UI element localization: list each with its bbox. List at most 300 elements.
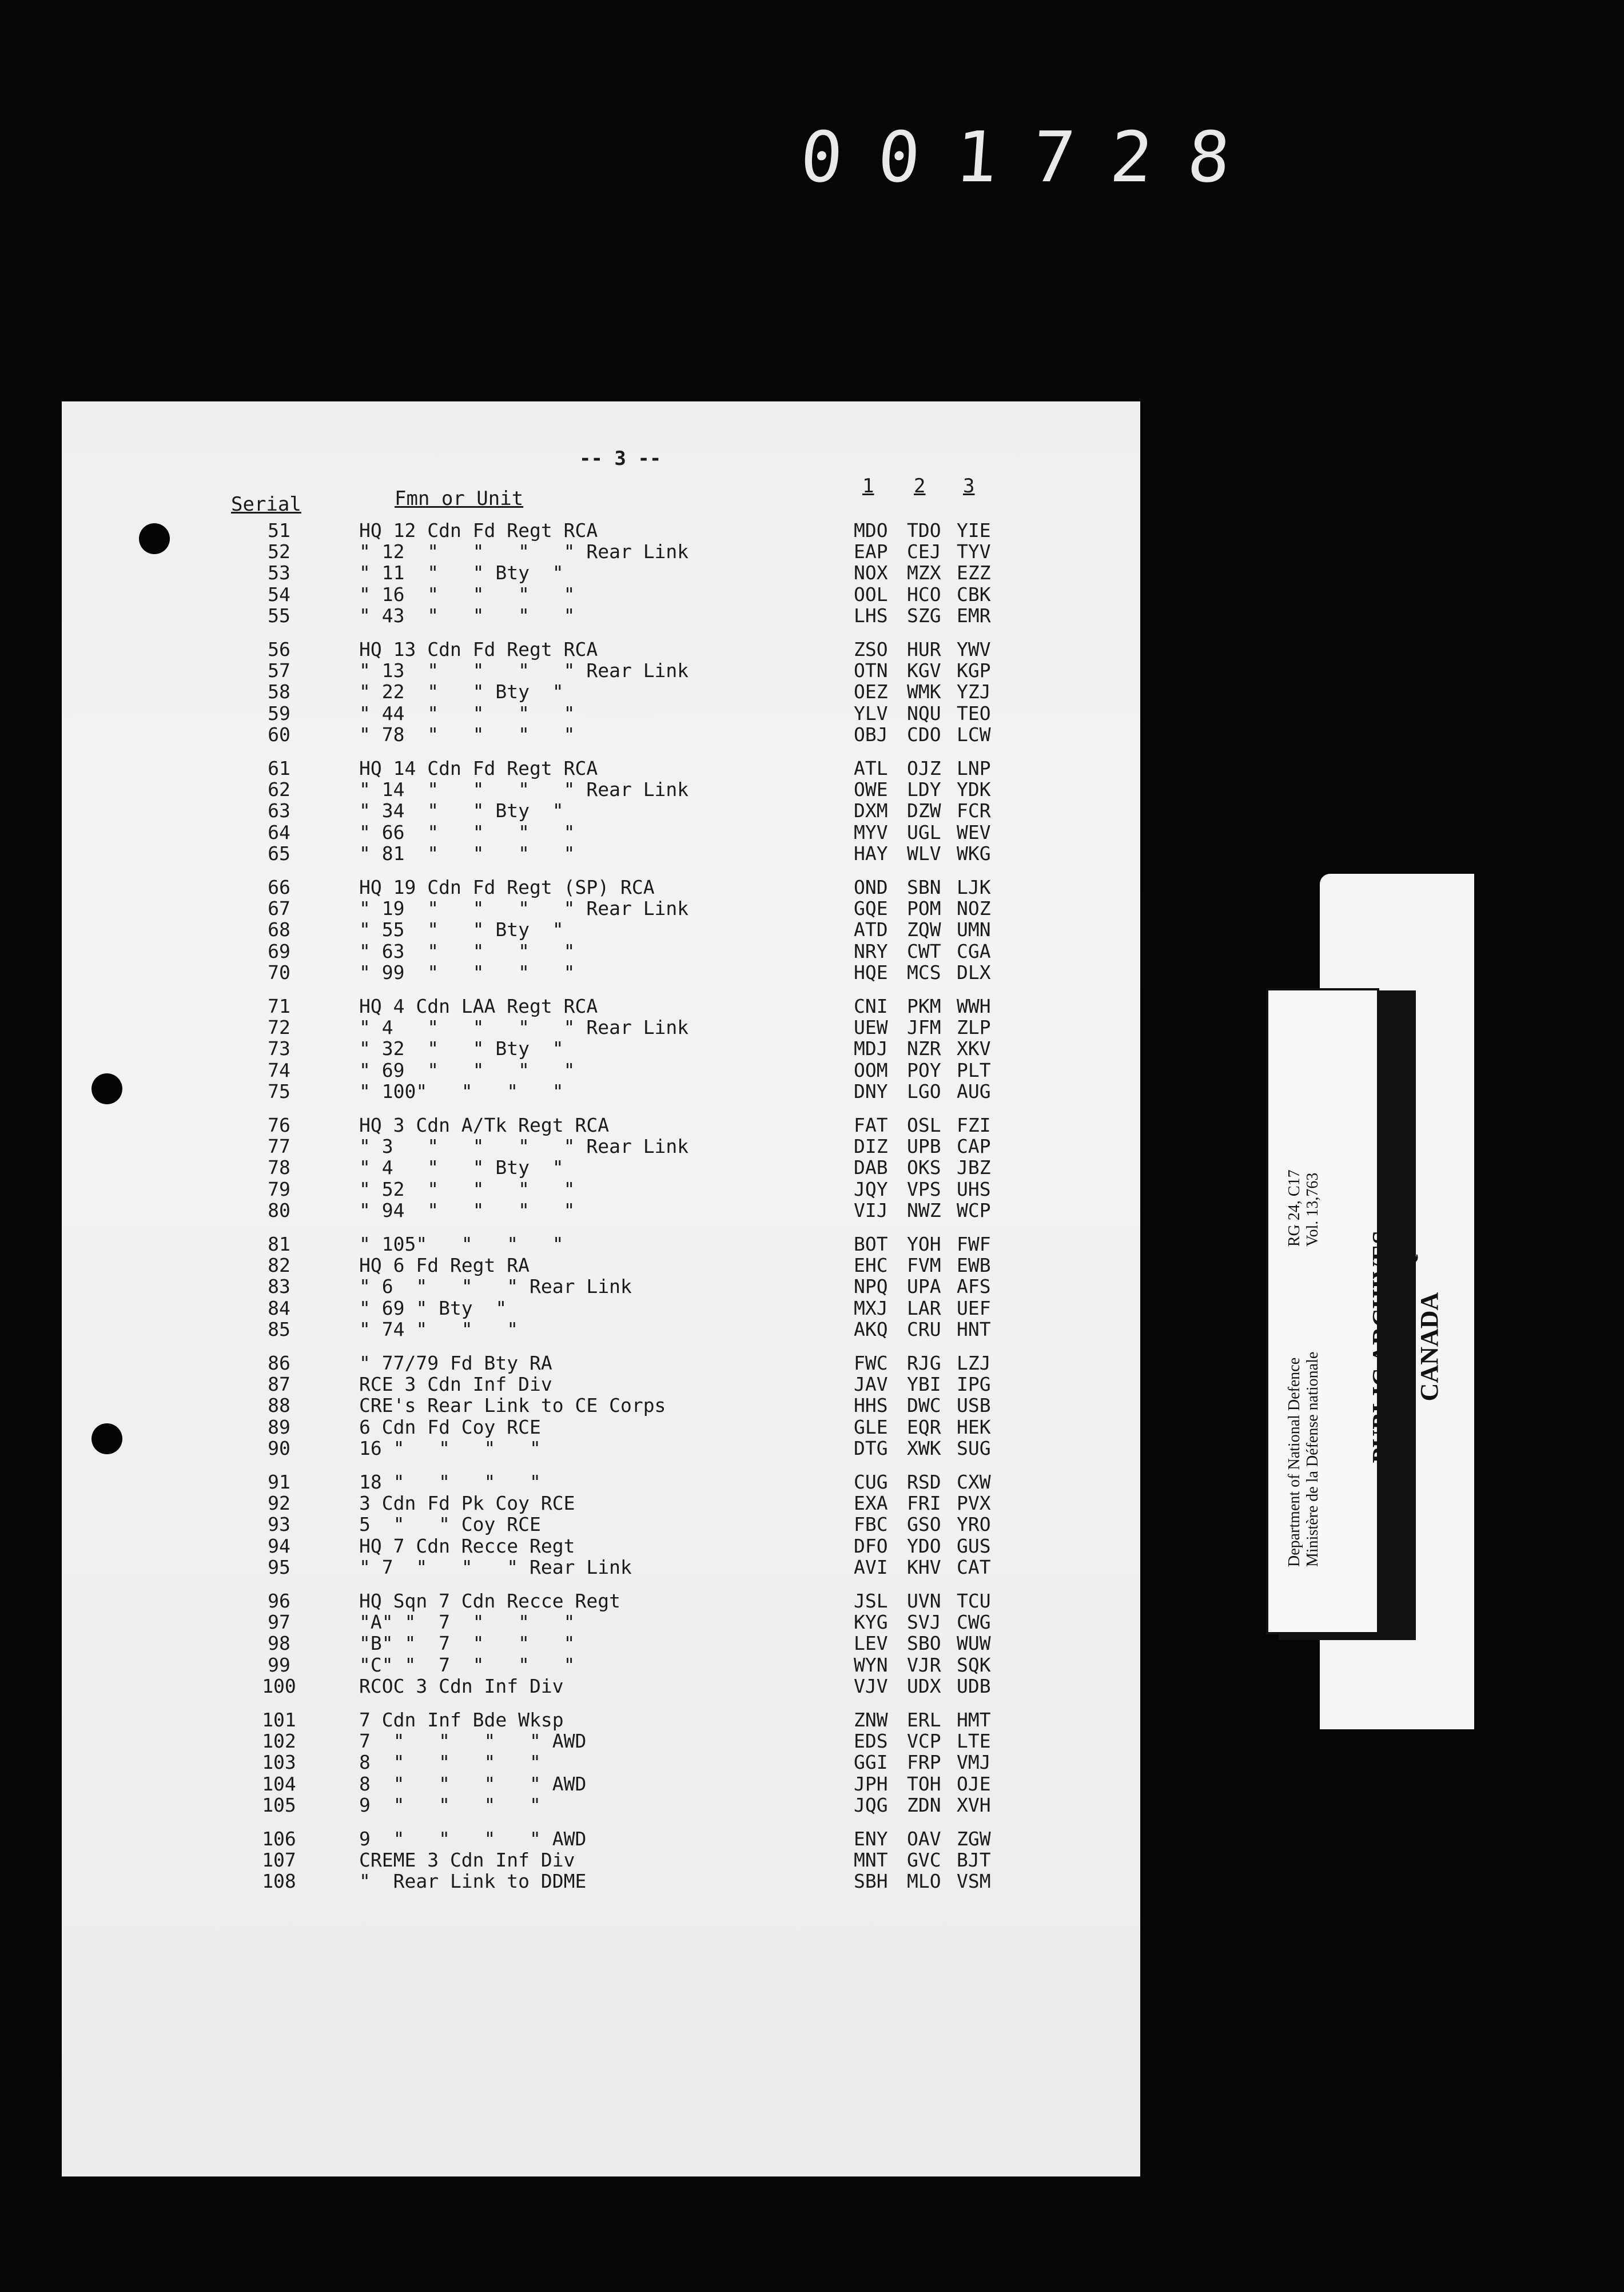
call-sign-1: MXJ	[854, 1296, 888, 1319]
call-sign-2: WMK	[907, 681, 941, 703]
serial-cell: 86	[268, 1352, 290, 1374]
unit-cell: " 34 " " Bty "	[359, 799, 564, 822]
serial-cell: 91	[268, 1471, 290, 1493]
call-sign-3: USB	[957, 1394, 991, 1417]
call-sign-2: NQU	[907, 702, 941, 725]
unit-cell: " 43 " " " "	[359, 604, 575, 627]
unit-cell: " 11 " " Bty "	[359, 562, 564, 584]
call-sign-1: BOT	[854, 1233, 888, 1255]
call-sign-1: CNI	[854, 995, 888, 1017]
unit-cell: " 52 " " " "	[359, 1177, 575, 1200]
call-sign-2: UDX	[907, 1674, 941, 1697]
table-row	[62, 1655, 1140, 1676]
serial-cell: 72	[268, 1016, 290, 1039]
table-row	[62, 1276, 1140, 1297]
call-sign-3: CAP	[957, 1135, 991, 1158]
call-sign-1: HAY	[854, 842, 888, 865]
unit-cell: 9 " " " " AWD	[359, 1828, 587, 1850]
unit-cell: 18 " " " "	[359, 1471, 541, 1493]
serial-cell: 101	[262, 1709, 296, 1731]
unit-cell: " 4 " " Bty "	[359, 1156, 564, 1179]
unit-cell: HQ 4 Cdn LAA Regt RCA	[359, 995, 598, 1017]
serial-cell: 103	[262, 1751, 296, 1774]
call-sign-2: UVN	[907, 1590, 941, 1612]
call-sign-2: EQR	[907, 1415, 941, 1438]
call-sign-1: UEW	[854, 1016, 888, 1039]
call-sign-1: MNT	[854, 1849, 888, 1872]
serial-cell: 76	[268, 1114, 290, 1136]
call-sign-2: OAV	[907, 1828, 941, 1850]
call-sign-1: OND	[854, 876, 888, 898]
table-row	[62, 1298, 1140, 1319]
call-sign-2: TDO	[907, 519, 941, 542]
call-sign-1: OOL	[854, 583, 888, 606]
document-sheet	[62, 401, 1140, 2176]
call-sign-3: IPG	[957, 1373, 991, 1396]
call-sign-2: ERL	[907, 1709, 941, 1731]
serial-cell: 94	[268, 1534, 290, 1557]
call-sign-2: CRU	[907, 1318, 941, 1340]
call-sign-3: LZJ	[957, 1352, 991, 1374]
table-row	[62, 563, 1140, 583]
call-sign-2: GSO	[907, 1513, 941, 1536]
call-sign-1: JAV	[854, 1373, 888, 1396]
table-row	[62, 606, 1140, 626]
serial-cell: 56	[268, 638, 290, 660]
unit-cell: " 78 " " " "	[359, 723, 575, 746]
call-sign-3: TEO	[957, 702, 991, 725]
serial-cell: 60	[268, 723, 290, 746]
call-sign-1: MDO	[854, 519, 888, 542]
call-sign-2: DWC	[907, 1394, 941, 1417]
call-sign-2: VCP	[907, 1730, 941, 1753]
table-row	[62, 639, 1140, 660]
unit-cell: " 94 " " " "	[359, 1199, 575, 1221]
call-sign-3: FCR	[957, 799, 991, 822]
call-sign-3: GUS	[957, 1534, 991, 1557]
unit-cell: HQ 6 Fd Regt RA	[359, 1254, 530, 1277]
table-row	[62, 877, 1140, 898]
serial-cell: 98	[268, 1632, 290, 1655]
table-row	[62, 920, 1140, 940]
call-sign-2: LGO	[907, 1080, 941, 1103]
table-row	[62, 1514, 1140, 1535]
unit-cell: CREME 3 Cdn Inf Div	[359, 1849, 575, 1872]
serial-cell: 95	[268, 1555, 290, 1578]
call-sign-3: YDK	[957, 778, 991, 801]
call-sign-3: LCW	[957, 723, 991, 746]
call-sign-2: RSD	[907, 1471, 941, 1493]
call-sign-1: VJV	[854, 1674, 888, 1697]
call-sign-3: SQK	[957, 1653, 991, 1676]
call-sign-1: OWE	[854, 778, 888, 801]
call-sign-3: XVH	[957, 1793, 991, 1816]
call-sign-1: ENY	[854, 1828, 888, 1850]
call-sign-3: ZLP	[957, 1016, 991, 1039]
serial-cell: 108	[262, 1870, 296, 1893]
unit-cell: " 105" " " "	[359, 1233, 564, 1255]
call-sign-2: TOH	[907, 1772, 941, 1795]
serial-cell: 73	[268, 1037, 290, 1060]
call-sign-3: EMR	[957, 604, 991, 627]
table-row	[62, 962, 1140, 983]
call-sign-3: JBZ	[957, 1156, 991, 1179]
call-sign-2: CDO	[907, 723, 941, 746]
call-sign-2: WLV	[907, 842, 941, 865]
call-sign-3: VSM	[957, 1870, 991, 1893]
call-sign-1: CUG	[854, 1471, 888, 1493]
call-sign-3: AUG	[957, 1080, 991, 1103]
serial-cell: 88	[268, 1394, 290, 1417]
call-sign-1: FAT	[854, 1114, 888, 1136]
call-sign-2: ZDN	[907, 1793, 941, 1816]
call-sign-1: EDS	[854, 1730, 888, 1753]
call-sign-2: CEJ	[907, 540, 941, 563]
serial-cell: 92	[268, 1492, 290, 1515]
serial-cell: 64	[268, 821, 290, 843]
table-row	[62, 1871, 1140, 1892]
serial-cell: 75	[268, 1080, 290, 1103]
call-sign-3: DLX	[957, 961, 991, 984]
call-sign-2: VJR	[907, 1653, 941, 1676]
table-row	[62, 1234, 1140, 1255]
serial-cell: 79	[268, 1177, 290, 1200]
call-sign-3: XKV	[957, 1037, 991, 1060]
table-row	[62, 1115, 1140, 1136]
unit-cell: " 4 " " " " Rear Link	[359, 1016, 689, 1039]
table-row	[62, 1081, 1140, 1102]
table-row	[62, 1438, 1140, 1459]
unit-cell: " 3 " " " " Rear Link	[359, 1135, 689, 1158]
volume-number: Vol. 13,763	[1304, 1172, 1322, 1247]
unit-cell: CRE's Rear Link to CE Corps	[359, 1394, 666, 1417]
call-sign-3: WUW	[957, 1632, 991, 1655]
call-sign-1: ZNW	[854, 1709, 888, 1731]
table-row	[62, 1136, 1140, 1157]
table-row	[62, 1179, 1140, 1200]
unit-cell: " 66 " " " "	[359, 821, 575, 843]
call-sign-3: CWG	[957, 1611, 991, 1634]
archives-country: CANADA	[1415, 1292, 1443, 1402]
call-sign-3: ZGW	[957, 1828, 991, 1850]
call-sign-3: CXW	[957, 1471, 991, 1493]
call-sign-2: SBO	[907, 1632, 941, 1655]
call-sign-3: TYV	[957, 540, 991, 563]
call-sign-1: DNY	[854, 1080, 888, 1103]
serial-cell: 55	[268, 604, 290, 627]
unit-cell: " Rear Link to DDME	[359, 1870, 587, 1893]
record-group: RG 24, C17	[1285, 1169, 1303, 1247]
call-sign-3: LJK	[957, 876, 991, 898]
serial-cell: 57	[268, 659, 290, 682]
call-sign-1: JQG	[854, 1793, 888, 1816]
call-sign-2: CWT	[907, 940, 941, 962]
call-sign-1: GLE	[854, 1415, 888, 1438]
call-sign-3: VMJ	[957, 1751, 991, 1774]
serial-cell: 97	[268, 1611, 290, 1634]
table-row	[62, 1017, 1140, 1038]
table-row	[62, 898, 1140, 919]
table-row	[62, 1038, 1140, 1059]
table-row	[62, 1795, 1140, 1816]
unit-cell: " 22 " " Bty "	[359, 681, 564, 703]
call-sign-2: FVM	[907, 1254, 941, 1277]
call-sign-3: WKG	[957, 842, 991, 865]
call-sign-2: OKS	[907, 1156, 941, 1179]
table-row	[62, 1319, 1140, 1340]
call-sign-2: SVJ	[907, 1611, 941, 1634]
table-row	[62, 843, 1140, 864]
call-sign-2: MLO	[907, 1870, 941, 1893]
table-row	[62, 801, 1140, 821]
table-row	[62, 941, 1140, 962]
unit-header: Fmn or Unit	[395, 487, 524, 510]
table-row	[62, 822, 1140, 843]
unit-cell: " 19 " " " " Rear Link	[359, 897, 689, 920]
call-sign-1: NOX	[854, 562, 888, 584]
call-sign-2: KHV	[907, 1555, 941, 1578]
serial-cell: 68	[268, 918, 290, 941]
call-sign-3: PLT	[957, 1059, 991, 1081]
call-sign-3: WCP	[957, 1199, 991, 1221]
call-sign-2: NZR	[907, 1037, 941, 1060]
department-text	[1285, 1212, 1322, 1567]
call-sign-2: VPS	[907, 1177, 941, 1200]
table-row	[62, 1633, 1140, 1654]
unit-cell: 8 " " " "	[359, 1751, 541, 1774]
serial-cell: 67	[268, 897, 290, 920]
unit-cell: 6 Cdn Fd Coy RCE	[359, 1415, 541, 1438]
table-row	[62, 1591, 1140, 1611]
serial-cell: 102	[262, 1730, 296, 1753]
unit-cell: " 14 " " " " Rear Link	[359, 778, 689, 801]
call-sign-1: JPH	[854, 1772, 888, 1795]
table-row	[62, 660, 1140, 681]
unit-cell: HQ Sqn 7 Cdn Recce Regt	[359, 1590, 620, 1612]
unit-cell: " 6 " " " Rear Link	[359, 1275, 632, 1298]
unit-cell: " 69 " " " "	[359, 1059, 575, 1081]
call-sign-1: EHC	[854, 1254, 888, 1277]
call-sign-2: XWK	[907, 1437, 941, 1459]
serial-cell: 63	[268, 799, 290, 822]
call-sign-3: WWH	[957, 995, 991, 1017]
unit-cell: " 63 " " " "	[359, 940, 575, 962]
table-row	[62, 996, 1140, 1017]
unit-cell: 7 " " " " AWD	[359, 1730, 587, 1753]
table-row	[62, 1255, 1140, 1276]
unit-cell: 5 " " Coy RCE	[359, 1513, 541, 1536]
serial-cell: 53	[268, 562, 290, 584]
unit-cell: " 99 " " " "	[359, 961, 575, 984]
table-row	[62, 1752, 1140, 1773]
call-sign-1: KYG	[854, 1611, 888, 1634]
archives-fr: ARCHIVES PUBLIQUES	[1391, 1204, 1419, 1489]
unit-cell: RCOC 3 Cdn Inf Div	[359, 1674, 564, 1697]
call-sign-1: FBC	[854, 1513, 888, 1536]
call-sign-1: AKQ	[854, 1318, 888, 1340]
serial-cell: 85	[268, 1318, 290, 1340]
call-sign-2: YBI	[907, 1373, 941, 1396]
call-sign-3: HEK	[957, 1415, 991, 1438]
unit-cell: " 7 " " " Rear Link	[359, 1555, 632, 1578]
unit-cell: " 44 " " " "	[359, 702, 575, 725]
call-sign-2: GVC	[907, 1849, 941, 1872]
call-sign-1: HQE	[854, 961, 888, 984]
serial-cell: 78	[268, 1156, 290, 1179]
serial-cell: 104	[262, 1772, 296, 1795]
unit-cell: HQ 7 Cdn Recce Regt	[359, 1534, 575, 1557]
record-reference	[1285, 1098, 1322, 1247]
call-sign-1: JQY	[854, 1177, 888, 1200]
call-sign-2: YOH	[907, 1233, 941, 1255]
call-sign-1: FWC	[854, 1352, 888, 1374]
call-sign-3: KGP	[957, 659, 991, 682]
serial-header: Serial	[231, 493, 301, 516]
table-row	[62, 1557, 1140, 1578]
serial-cell: 82	[268, 1254, 290, 1277]
serial-cell: 105	[262, 1793, 296, 1816]
call-sign-1: MDJ	[854, 1037, 888, 1060]
call-sign-2: OJZ	[907, 757, 941, 779]
call-sign-2: LAR	[907, 1296, 941, 1319]
call-sign-2: YDO	[907, 1534, 941, 1557]
call-sign-3: UDB	[957, 1674, 991, 1697]
unit-cell: " 16 " " " "	[359, 583, 575, 606]
call-sign-2: POM	[907, 897, 941, 920]
column-3-header: 3	[963, 475, 975, 498]
table-row	[62, 1829, 1140, 1849]
serial-cell: 83	[268, 1275, 290, 1298]
unit-cell: HQ 19 Cdn Fd Regt (SP) RCA	[359, 876, 655, 898]
unit-cell: HQ 13 Cdn Fd Regt RCA	[359, 638, 598, 660]
call-sign-2: FRI	[907, 1492, 941, 1515]
call-sign-2: OSL	[907, 1114, 941, 1136]
serial-cell: 96	[268, 1590, 290, 1612]
call-sign-2: JFM	[907, 1016, 941, 1039]
call-sign-2: RJG	[907, 1352, 941, 1374]
unit-cell: HQ 14 Cdn Fd Regt RCA	[359, 757, 598, 779]
unit-cell: " 77/79 Fd Bty RA	[359, 1352, 552, 1374]
call-sign-2: UGL	[907, 821, 941, 843]
call-sign-3: OJE	[957, 1772, 991, 1795]
call-sign-1: ATL	[854, 757, 888, 779]
serial-cell: 66	[268, 876, 290, 898]
call-sign-3: YRO	[957, 1513, 991, 1536]
call-sign-3: UHS	[957, 1177, 991, 1200]
call-sign-2: POY	[907, 1059, 941, 1081]
call-sign-3: EWB	[957, 1254, 991, 1277]
table-row	[62, 1395, 1140, 1416]
serial-cell: 107	[262, 1849, 296, 1872]
call-sign-2: SBN	[907, 876, 941, 898]
call-sign-1: LEV	[854, 1632, 888, 1655]
unit-cell: 7 Cdn Inf Bde Wksp	[359, 1709, 564, 1731]
unit-cell: 16 " " " "	[359, 1437, 541, 1459]
serial-cell: 80	[268, 1199, 290, 1221]
serial-cell: 89	[268, 1415, 290, 1438]
serial-cell: 54	[268, 583, 290, 606]
call-sign-2: NWZ	[907, 1199, 941, 1221]
call-sign-1: ZSO	[854, 638, 888, 660]
call-sign-1: DTG	[854, 1437, 888, 1459]
table-row	[62, 1731, 1140, 1752]
table-row	[62, 725, 1140, 745]
call-sign-3: PVX	[957, 1492, 991, 1515]
table-row	[62, 520, 1140, 541]
table-row	[62, 758, 1140, 779]
call-sign-1: NRY	[854, 940, 888, 962]
frame-number: 001728	[798, 117, 1268, 198]
serial-cell: 106	[262, 1828, 296, 1850]
call-sign-3: YWV	[957, 638, 991, 660]
table-row	[62, 1417, 1140, 1438]
call-sign-2: HCO	[907, 583, 941, 606]
table-row	[62, 542, 1140, 562]
unit-cell: RCE 3 Cdn Inf Div	[359, 1373, 552, 1396]
column-2-header: 2	[914, 475, 926, 498]
call-sign-1: DAB	[854, 1156, 888, 1179]
call-sign-3: LTE	[957, 1730, 991, 1753]
call-sign-1: EAP	[854, 540, 888, 563]
call-sign-3: UMN	[957, 918, 991, 941]
call-sign-2: KGV	[907, 659, 941, 682]
table-row	[62, 703, 1140, 724]
call-sign-1: OTN	[854, 659, 888, 682]
serial-cell: 71	[268, 995, 290, 1017]
unit-cell: "A" " 7 " " "	[359, 1611, 575, 1634]
serial-cell: 65	[268, 842, 290, 865]
call-sign-2: UPB	[907, 1135, 941, 1158]
serial-cell: 93	[268, 1513, 290, 1536]
call-sign-1: VIJ	[854, 1199, 888, 1221]
department-en: Department of National Defence	[1285, 1357, 1303, 1567]
table-row	[62, 1612, 1140, 1633]
serial-cell: 90	[268, 1437, 290, 1459]
table-row	[62, 1850, 1140, 1871]
serial-cell: 61	[268, 757, 290, 779]
unit-cell: "B" " 7 " " "	[359, 1632, 575, 1655]
unit-cell: 9 " " " "	[359, 1793, 541, 1816]
call-sign-2: FRP	[907, 1751, 941, 1774]
call-sign-2: SZG	[907, 604, 941, 627]
call-sign-1: NPQ	[854, 1275, 888, 1298]
unit-cell: " 55 " " Bty "	[359, 918, 564, 941]
unit-cell: 3 Cdn Fd Pk Coy RCE	[359, 1492, 575, 1515]
call-sign-3: FWF	[957, 1233, 991, 1255]
table-row	[62, 1200, 1140, 1221]
table-row	[62, 1710, 1140, 1730]
unit-cell: HQ 12 Cdn Fd Regt RCA	[359, 519, 598, 542]
serial-cell: 81	[268, 1233, 290, 1255]
archives-en: PUBLIC ARCHIVES	[1367, 1230, 1395, 1463]
call-sign-3: YZJ	[957, 681, 991, 703]
unit-cell: " 13 " " " " Rear Link	[359, 659, 689, 682]
serial-cell: 100	[262, 1674, 296, 1697]
call-sign-1: OBJ	[854, 723, 888, 746]
call-sign-1: OEZ	[854, 681, 888, 703]
unit-cell: " 12 " " " " Rear Link	[359, 540, 689, 563]
call-sign-1: WYN	[854, 1653, 888, 1676]
serial-cell: 62	[268, 778, 290, 801]
table-row	[62, 1353, 1140, 1374]
call-sign-1: GGI	[854, 1751, 888, 1774]
serial-cell: 70	[268, 961, 290, 984]
call-sign-2: LDY	[907, 778, 941, 801]
serial-cell: 59	[268, 702, 290, 725]
call-sign-2: DZW	[907, 799, 941, 822]
unit-cell: " 69 " Bty "	[359, 1296, 507, 1319]
unit-cell: " 81 " " " "	[359, 842, 575, 865]
